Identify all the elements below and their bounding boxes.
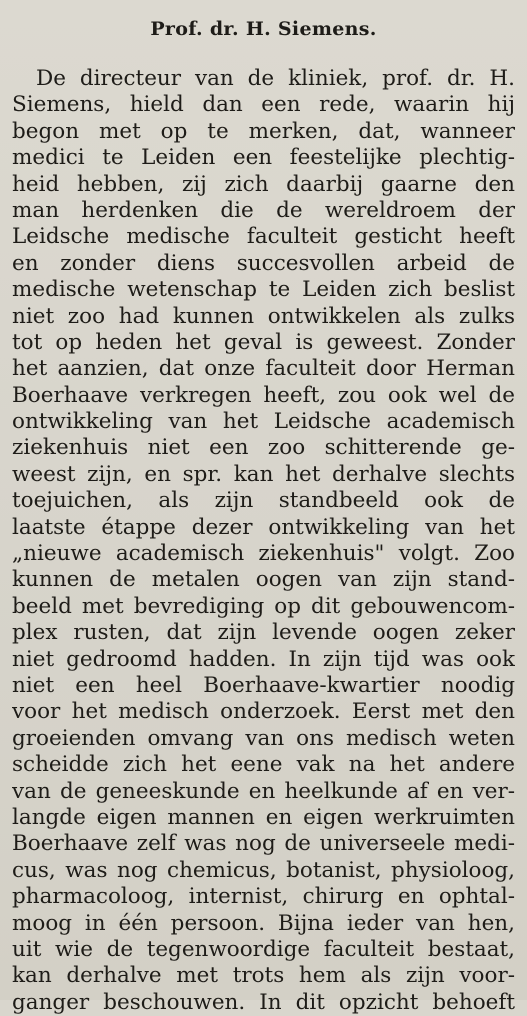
article-body <box>12 66 515 1016</box>
body-line: niet gedroomd hadden. In zijn tijd was ook <box>12 646 515 672</box>
body-line: scheidde zich het eene vak na het andere <box>12 752 515 778</box>
body-line: voor het medisch onderzoek. Eerst met den <box>12 699 515 725</box>
body-line: niet een heel Boerhaave-kwartier noodig <box>12 672 515 698</box>
body-line: Boerhaave verkregen heeft, zou ook wel de <box>12 382 515 408</box>
body-line: uit wie de tegenwoordige faculteit bestaat, <box>12 936 515 962</box>
body-line: heid hebben, zij zich daarbij gaarne den <box>12 171 515 197</box>
body-line: van de geneeskunde en heelkunde af en ver- <box>12 778 515 804</box>
body-line: Siemens, hield dan een rede, waarin hij <box>12 92 515 118</box>
body-line: groeienden omvang van ons medisch weten <box>12 725 515 751</box>
body-line: „nieuwe academisch ziekenhuis" volgt. Zoo <box>12 541 515 567</box>
body-line: plex rusten, dat zijn levende oogen zeker <box>12 620 515 646</box>
body-line: tot op heden het geval is geweest. Zonder <box>12 329 515 355</box>
body-line: Leidsche medische faculteit gesticht heeft <box>12 224 515 250</box>
body-line: pharmacoloog, internist, chirurg en ophtal- <box>12 884 515 910</box>
body-line: kunnen de metalen oogen van zijn stand- <box>12 567 515 593</box>
body-line: ganger beschouwen. In dit opzicht behoeft <box>12 989 515 1015</box>
body-line: medici te Leiden een feestelijke plechtig- <box>12 145 515 171</box>
body-line: kan derhalve met trots hem als zijn voor- <box>12 963 515 989</box>
body-line: man herdenken die de wereldroem der <box>12 197 515 223</box>
body-line: begon met op te merken, dat, wanneer <box>12 118 515 144</box>
body-line: ontwikkeling van het Leidsche academisch <box>12 409 515 435</box>
body-line: laatste étappe dezer ontwikkeling van het <box>12 514 515 540</box>
body-line: Boerhaave zelf was nog de universeele medi- <box>12 831 515 857</box>
body-line: weest zijn, en spr. kan het derhalve slechts <box>12 461 515 487</box>
body-line: moog in één persoon. Bijna ieder van hen, <box>12 910 515 936</box>
body-line: en zonder diens succesvollen arbeid de <box>12 250 515 276</box>
body-line: medische wetenschap te Leiden zich beslist <box>12 277 515 303</box>
body-line: toejuichen, als zijn standbeeld ook de <box>12 488 515 514</box>
body-line: langde eigen mannen en eigen werkruimten <box>12 804 515 830</box>
body-line: De directeur van de kliniek, prof. dr. H. <box>36 66 515 91</box>
body-line: het aanzien, dat onze faculteit door Herman <box>12 356 515 382</box>
article-title: Prof. dr. H. Siemens. <box>150 18 377 40</box>
body-line: niet zoo had kunnen ontwikkelen als zulks <box>12 303 515 329</box>
body-line: ziekenhuis niet een zoo schitterende ge- <box>12 435 515 461</box>
body-line: cus, was nog chemicus, botanist, physioloog, <box>12 857 515 883</box>
body-line: beeld met bevrediging op dit gebouwencom- <box>12 593 515 619</box>
